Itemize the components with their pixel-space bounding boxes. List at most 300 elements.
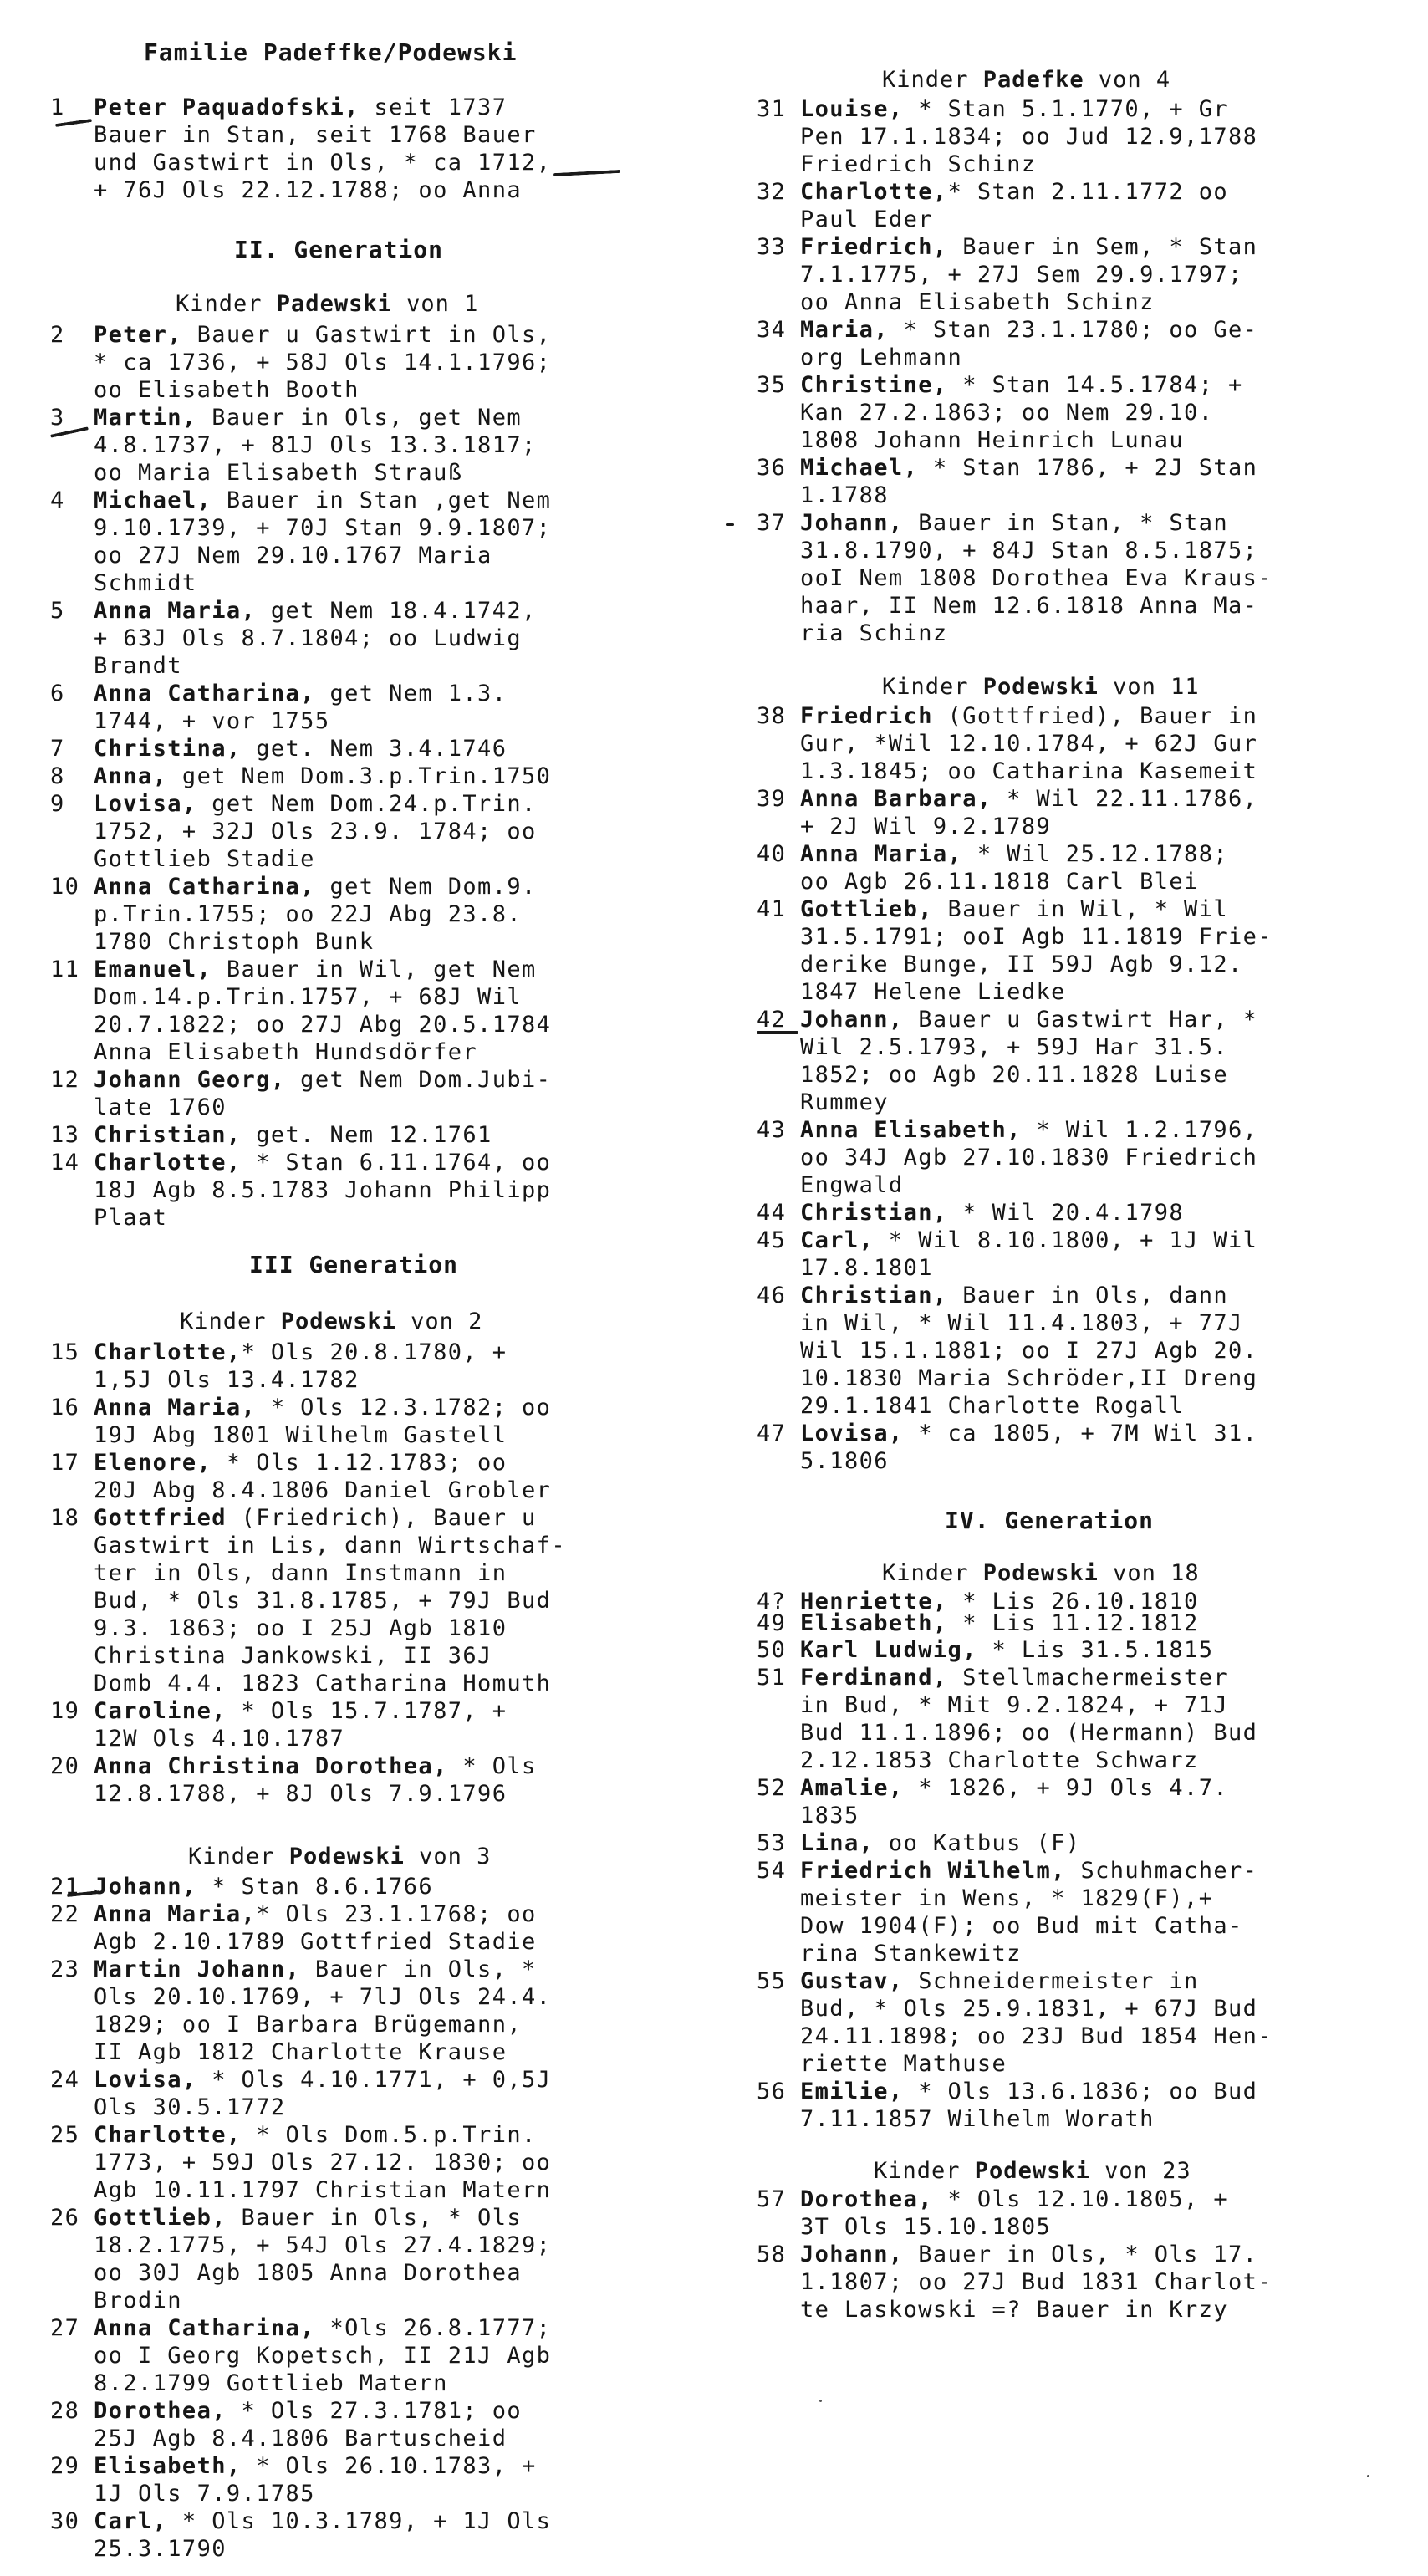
entry-text <box>94 2204 551 2314</box>
entry-text <box>800 840 1228 895</box>
entry-text <box>94 1121 492 1149</box>
entry-20 <box>50 1752 537 1808</box>
person-details: * Wil 8.10.1800, + 1J Wil 17.8.1801 <box>800 1227 1258 1281</box>
entry-number: 50 <box>757 1637 787 1663</box>
entry-50 <box>757 1636 1213 1664</box>
person-name: Martin Johann, <box>94 1956 301 1982</box>
person-details: * Wil 25.12.1788; oo Agb 26.11.1818 Carl Blei <box>800 841 1229 895</box>
entry-5 <box>50 597 537 680</box>
entry-text <box>800 233 1257 316</box>
person-details: * Stan 14.5.1784; + Kan 27.2.1863; oo Nem 29.10. 1808 Johann Heinrich Lunau <box>800 372 1243 453</box>
entry-text <box>800 1282 1257 1420</box>
entry-text <box>800 1857 1257 1967</box>
entry-number: 35 <box>757 372 787 398</box>
person-details: * Stan 6.11.1764, oo 18J Agb 8.5.1783 Johann Philipp Plaat <box>94 1150 552 1231</box>
entry-text <box>94 2121 551 2204</box>
person-details: * Ols Dom.5.p.Trin. 1773, + 59J Ols 27.12. 1830; oo Agb 10.11.1797 Christian Matern <box>94 2122 552 2203</box>
person-name: Charlotte, <box>94 2122 242 2148</box>
document-title: Familie Padeffke/Podewski <box>144 38 518 66</box>
group-family-name: Podewski <box>982 674 1099 700</box>
generation-4-heading: IV. Generation <box>945 1507 1155 1534</box>
person-details: * Stan 2.11.1772 oo Paul Eder <box>800 179 1229 232</box>
person-name: Anna Maria, <box>94 598 257 624</box>
person-details: * Ols 10.3.1789, + 1J Ols 25.3.1790 <box>94 2508 552 2562</box>
person-details: get Nem Dom.Jubi- late 1760 <box>94 1067 552 1120</box>
group-heading-suffix: von 18 <box>1098 1560 1200 1586</box>
entry-text <box>94 735 507 763</box>
entry-number: 4 <box>50 487 65 513</box>
person-details: get Nem Dom.24.p.Trin. 1752, + 32J Ols 23.9. 1784; oo Gottlieb Stadie <box>94 791 537 872</box>
person-name: Gottlieb, <box>94 2205 227 2231</box>
person-name: Dorothea, <box>94 2398 227 2424</box>
entry-number: 1 <box>50 94 65 120</box>
entry-text <box>800 1774 1228 1829</box>
entry-number: 41 <box>757 896 787 922</box>
person-name: Amalie, <box>800 1775 904 1801</box>
entry-44 <box>757 1199 1184 1227</box>
entry-56 <box>757 2078 1257 2133</box>
entry-37 <box>757 509 1272 647</box>
entry-number: 36 <box>757 455 787 481</box>
entry-number: 46 <box>757 1283 787 1308</box>
entry-21 <box>50 1873 433 1900</box>
entry-number: 33 <box>757 234 787 260</box>
entry-number: 4? <box>757 1589 787 1614</box>
entry-text <box>800 1609 1199 1637</box>
entry-34 <box>757 316 1257 371</box>
person-name: Ferdinand, <box>800 1665 948 1691</box>
entry-45 <box>757 1227 1257 1282</box>
group-heading-children-of-23 <box>874 2158 1191 2184</box>
entry-number: 24 <box>50 2067 80 2093</box>
person-details: * Stan 1786, + 2J Stan 1.1788 <box>800 455 1258 508</box>
person-name: Charlotte, <box>94 1339 242 1365</box>
entry-text <box>800 1636 1213 1664</box>
person-details: * Ols 12.3.1782; oo 19J Abg 1801 Wilhelm Gastell <box>94 1395 552 1448</box>
entry-number: 18 <box>50 1505 80 1531</box>
entry-text <box>94 1697 507 1752</box>
entry-number: 55 <box>757 1968 787 1994</box>
person-name: Christine, <box>800 372 948 398</box>
person-details: (Gottfried), Bauer in Gur, *Wil 12.10.1784, + 62J Gur 1.3.1845; oo Catharina Kasemeit <box>800 703 1258 784</box>
entry-number: 2 <box>50 322 65 348</box>
entry-16 <box>50 1394 551 1449</box>
person-details: * Wil 1.2.1796, oo 34J Agb 27.10.1830 Friedrich Engwald <box>800 1117 1258 1198</box>
group-family-name: Padewski <box>276 291 392 317</box>
entry-55 <box>757 1967 1272 2078</box>
entry-text <box>800 702 1257 785</box>
entry-text <box>94 94 551 204</box>
entry-number: 49 <box>757 1610 787 1636</box>
entry-number: 22 <box>50 1901 80 1927</box>
entry-2 <box>50 321 551 404</box>
entry-19 <box>50 1697 507 1752</box>
entry-41 <box>757 895 1272 1006</box>
entry-text <box>800 95 1257 178</box>
entry-number: 30 <box>50 2508 80 2534</box>
entry-49 <box>757 1609 1199 1637</box>
entry-number: 17 <box>50 1450 80 1476</box>
person-details: Bauer in Ols, * Ols 20.10.1769, + 7lJ Ols 24.4. 1829; oo I Barbara Brügemann, II Agb 1812 Charlotte Krause <box>94 1956 552 2065</box>
entry-25 <box>50 2121 551 2204</box>
entry-28 <box>50 2397 522 2452</box>
person-name: Johann, <box>800 510 904 536</box>
entry-text <box>94 1066 551 1121</box>
entry-text <box>94 597 537 680</box>
person-details: * Ols 12.10.1805, + 3T Ols 15.10.1805 <box>800 2186 1229 2240</box>
person-name: Anna Christina Dorothea, <box>94 1753 448 1779</box>
person-name: Charlotte, <box>800 179 948 205</box>
entry-text <box>94 2397 522 2452</box>
group-heading-prefix: Kinder <box>882 674 983 700</box>
group-heading-prefix: Kinder <box>176 291 277 317</box>
person-details: seit 1737 Bauer in Stan, seit 1768 Bauer und Gastwirt in Ols, * ca 1712, + 76J Ols 22.12.1788; oo Anna <box>94 94 552 203</box>
entry-31 <box>757 95 1257 178</box>
entry-text <box>94 956 551 1066</box>
entry-number: 42 <box>757 1007 787 1033</box>
person-name: Henriette, <box>800 1589 948 1614</box>
person-details: Bauer in Stan ,get Nem 9.10.1739, + 70J Stan 9.9.1807; oo 27J Nem 29.10.1767 Maria Schmidt <box>94 487 552 596</box>
person-name: Anna, <box>94 763 168 789</box>
person-details: * Ols 20.8.1780, + 1,5J Ols 13.4.1782 <box>94 1339 507 1393</box>
person-name: Carl, <box>800 1227 875 1253</box>
group-family-name: Podewski <box>280 1308 396 1334</box>
entry-53 <box>757 1829 1080 1857</box>
person-name: Lovisa, <box>94 2067 197 2093</box>
entry-3 <box>50 404 537 487</box>
person-details: * Stan 23.1.1780; oo Ge- org Lehmann <box>800 317 1258 370</box>
person-name: Michael, <box>94 487 212 513</box>
entry-22 <box>50 1900 537 1956</box>
person-name: Elisabeth, <box>94 2453 242 2479</box>
entry-18 <box>50 1504 566 1697</box>
entry-number: 5 <box>50 598 65 624</box>
entry-text <box>94 487 551 597</box>
group-heading-prefix: Kinder <box>188 1844 289 1870</box>
group-heading-suffix: von 11 <box>1098 674 1200 700</box>
person-details: * Stan 5.1.1770, + Gr Pen 17.1.1834; oo Jud 12.9,1788 Friedrich Schinz <box>800 96 1258 177</box>
entry-text <box>94 2507 551 2563</box>
entry-1 <box>50 94 551 204</box>
person-name: Elisabeth, <box>800 1610 948 1636</box>
entry-38 <box>757 702 1257 785</box>
group-heading-suffix: von 2 <box>395 1308 483 1334</box>
person-details: Bauer in Wil, get Nem Dom.14.p.Trin.1757, + 68J Wil 20.7.1822; oo 27J Abg 20.5.1784 Anna Elisabeth Hundsdörfer <box>94 956 552 1065</box>
entry-text <box>94 1900 537 1956</box>
entry-11 <box>50 956 551 1066</box>
person-name: Caroline, <box>94 1698 227 1724</box>
pen-dash-entry-37 <box>726 523 734 526</box>
person-details: * Lis 26.10.1810 <box>947 1589 1199 1614</box>
person-details: get. Nem 3.4.1746 <box>241 736 507 762</box>
person-name: Emilie, <box>800 2079 904 2104</box>
entry-42 <box>757 1006 1257 1116</box>
person-name: Lina, <box>800 1830 875 1856</box>
group-family-name: Podewski <box>982 1560 1099 1586</box>
entry-17 <box>50 1449 551 1504</box>
entry-number: 39 <box>757 786 787 812</box>
group-heading-suffix: von 1 <box>391 291 479 317</box>
person-details: * Wil 20.4.1798 <box>947 1200 1185 1226</box>
entry-number: 25 <box>50 2122 80 2148</box>
entry-number: 37 <box>757 510 787 536</box>
person-name: Anna Elisabeth, <box>800 1117 1022 1143</box>
person-details: get Nem Dom.9. p.Trin.1755; oo 22J Abg 23.8. 1780 Christoph Bunk <box>94 874 537 955</box>
entry-15 <box>50 1339 507 1394</box>
person-details: (Friedrich), Bauer u Gastwirt in Lis, dann Wirtschaf- ter in Ols, dann Instmann in Bud, * Ols 31.8.1785, + 79J Bud 9.3. 1863; oo I 25J Agb 1810 Christina Jankowski, II 36J Domb 4.4. 1823 Catharina Homuth <box>94 1505 566 1696</box>
person-name: Anna Maria, <box>94 1395 257 1421</box>
person-name: Gottlieb, <box>800 896 933 922</box>
entry-number: 53 <box>757 1830 787 1856</box>
entry-text <box>94 1873 433 1900</box>
person-details: Bauer in Ols, get Nem 4.8.1737, + 81J Ols 13.3.1817; oo Maria Elisabeth Strauß <box>94 405 537 486</box>
group-heading-children-of-11 <box>882 674 1200 700</box>
entry-text <box>94 763 551 790</box>
entry-51 <box>757 1664 1257 1774</box>
person-details: * Lis 11.12.1812 <box>947 1610 1199 1636</box>
person-details: oo Katbus (F) <box>874 1830 1081 1856</box>
entry-text <box>94 1339 507 1394</box>
person-name: Maria, <box>800 317 889 343</box>
group-heading-children-of-1 <box>176 291 478 317</box>
entry-number: 34 <box>757 317 787 343</box>
person-details: * ca 1805, + 7M Wil 31. 5.1806 <box>800 1421 1258 1474</box>
entry-13 <box>50 1121 492 1149</box>
person-details: * Ols 26.10.1783, + 1J Ols 7.9.1785 <box>94 2453 537 2507</box>
group-heading-children-of-2 <box>180 1308 482 1334</box>
entry-number: 11 <box>50 956 80 982</box>
generation-2-heading: II. Generation <box>234 236 444 263</box>
entry-number: 14 <box>50 1150 80 1176</box>
entry-text <box>94 2314 551 2397</box>
person-details: * Ols 1.12.1783; oo 20J Abg 8.4.1806 Daniel Grobler <box>94 1450 552 1503</box>
entry-27 <box>50 2314 551 2397</box>
person-name: Christian, <box>94 1122 242 1148</box>
entry-8 <box>50 763 551 790</box>
person-name: Lovisa, <box>94 791 197 817</box>
entry-text <box>94 680 507 735</box>
entry-number: 10 <box>50 874 80 900</box>
person-details: Schneidermeister in Bud, * Ols 25.9.1831, + 67J Bud 24.11.1898; oo 23J Bud 1854 Hen- riette Mathuse <box>800 1968 1272 2077</box>
entry-number: 28 <box>50 2398 80 2424</box>
entry-43 <box>757 1116 1257 1199</box>
entry-text <box>94 2066 551 2121</box>
entry-text <box>800 454 1257 509</box>
entry-text <box>94 1449 551 1504</box>
entry-text <box>800 1967 1272 2078</box>
entry-text <box>800 509 1272 647</box>
entry-text <box>94 873 537 956</box>
group-heading-children-of-4 <box>882 67 1170 93</box>
entry-text <box>800 1116 1257 1199</box>
entry-number: 21 <box>50 1874 80 1900</box>
person-name: Lovisa, <box>800 1421 904 1446</box>
entry-number: 43 <box>757 1117 787 1143</box>
entry-23 <box>50 1956 551 2066</box>
person-name: Anna Catharina, <box>94 2315 315 2341</box>
generation-3-heading: III Generation <box>249 1251 459 1278</box>
person-details: get Nem 18.4.1742, + 63J Ols 8.7.1804; oo Ludwig Brandt <box>94 598 537 679</box>
entry-7 <box>50 735 507 763</box>
group-heading-prefix: Kinder <box>180 1308 281 1334</box>
person-name: Peter Paquadofski, <box>94 94 360 120</box>
person-details: Bauer u Gastwirt in Ols, * ca 1736, + 58J Ols 14.1.1796; oo Elisabeth Booth <box>94 322 552 403</box>
pen-underline-birth-year <box>553 170 620 176</box>
entry-text <box>800 1829 1080 1857</box>
person-details: * Wil 22.11.1786, + 2J Wil 9.2.1789 <box>800 786 1258 839</box>
group-heading-prefix: Kinder <box>874 2158 975 2184</box>
entry-29 <box>50 2452 537 2507</box>
person-details: Bauer in Ols, dann in Wil, * Wil 11.4.1803, + 77J Wil 15.1.1881; oo I 27J Agb 20. 10.1830 Maria Schröder,II Dreng 29.1.1841 Charlotte Rogall <box>800 1283 1258 1419</box>
entry-number: 27 <box>50 2315 80 2341</box>
person-name: Gustav, <box>800 1968 904 1994</box>
person-name: Martin, <box>94 405 197 431</box>
group-heading-children-of-3 <box>188 1844 491 1870</box>
entry-text <box>800 2241 1272 2324</box>
entry-9 <box>50 790 537 873</box>
group-family-name: Padefke <box>982 67 1084 93</box>
entry-number: 45 <box>757 1227 787 1253</box>
entry-number: 56 <box>757 2079 787 2104</box>
entry-text <box>800 785 1257 840</box>
entry-33 <box>757 233 1257 316</box>
person-details: Bauer in Ols, * Ols 17. 1.1807; oo 27J Bud 1831 Charlot- te Laskowski =? Bauer in Krzy <box>800 2242 1272 2323</box>
entry-text <box>94 1752 537 1808</box>
entry-number: 31 <box>757 96 787 122</box>
entry-text <box>800 1420 1257 1475</box>
person-name: Michael, <box>800 455 919 481</box>
person-name: Anna Maria, <box>94 1901 257 1927</box>
entry-text <box>94 321 551 404</box>
person-details: * Ols 4.10.1771, + 0,5J Ols 30.5.1772 <box>94 2067 552 2120</box>
person-name: Friedrich <box>800 703 933 729</box>
group-heading-suffix: von 3 <box>404 1844 492 1870</box>
entry-35 <box>757 371 1243 454</box>
person-name: Christian, <box>800 1200 948 1226</box>
person-name: Peter, <box>94 322 182 348</box>
entry-number: 9 <box>50 791 65 817</box>
person-details: * Ols 23.1.1768; oo Agb 2.10.1789 Gottfried Stadie <box>94 1901 537 1955</box>
entry-number: 29 <box>50 2453 80 2479</box>
entry-number: 47 <box>757 1421 787 1446</box>
person-name: Christina, <box>94 736 242 762</box>
person-name: Anna Barbara, <box>800 786 992 812</box>
entry-4 <box>50 487 551 597</box>
person-details: * Ols 13.6.1836; oo Bud 7.11.1857 Wilhelm Worath <box>800 2079 1258 2132</box>
entry-number: 54 <box>757 1858 787 1884</box>
person-name: Carl, <box>94 2508 168 2534</box>
entry-number: 6 <box>50 681 65 706</box>
entry-10 <box>50 873 537 956</box>
person-details: * Lis 31.5.1815 <box>977 1637 1214 1663</box>
person-details: Bauer in Stan, * Stan 31.8.1790, + 84J Stan 8.5.1875; ooI Nem 1808 Dorothea Eva Kraus- haar, II Nem 12.6.1818 Anna Ma- ria Schinz <box>800 510 1272 646</box>
entry-57 <box>757 2186 1228 2241</box>
person-details: * Ols 15.7.1787, + 12W Ols 4.10.1787 <box>94 1698 507 1752</box>
entry-text <box>94 1956 551 2066</box>
entry-52 <box>757 1774 1228 1829</box>
entry-number: 23 <box>50 1956 80 1982</box>
person-name: Anna Catharina, <box>94 681 315 706</box>
entry-number: 52 <box>757 1775 787 1801</box>
entry-text <box>800 1664 1257 1774</box>
person-name: Johann, <box>94 1874 197 1900</box>
entry-6 <box>50 680 507 735</box>
entry-number: 32 <box>757 179 787 205</box>
entry-text <box>94 1394 551 1449</box>
person-details: Bauer in Wil, * Wil 31.5.1791; ooI Agb 11.1819 Frie- derike Bunge, II 59J Agb 9.12. 1847 Helene Liedke <box>800 896 1272 1005</box>
entry-text <box>800 2078 1257 2133</box>
person-name: Christian, <box>800 1283 948 1308</box>
group-heading-prefix: Kinder <box>882 1560 983 1586</box>
entry-54 <box>757 1857 1257 1967</box>
entry-39 <box>757 785 1257 840</box>
entry-number: 58 <box>757 2242 787 2267</box>
pen-mark-entry-42 <box>757 1031 798 1034</box>
group-heading-suffix: von 4 <box>1084 67 1171 93</box>
person-name: Gottfried <box>94 1505 227 1531</box>
entry-number: 51 <box>757 1665 787 1691</box>
entry-number: 44 <box>757 1200 787 1226</box>
person-details: *Ols 26.8.1777; oo I Georg Kopetsch, II 21J Agb 8.2.1799 Gottlieb Matern <box>94 2315 552 2396</box>
person-name: Johann Georg, <box>94 1067 286 1093</box>
person-name: Charlotte, <box>94 1150 242 1176</box>
entry-number: 7 <box>50 736 65 762</box>
entry-number: 16 <box>50 1395 80 1421</box>
entry-14 <box>50 1149 551 1232</box>
person-name: Friedrich Wilhelm, <box>800 1858 1066 1884</box>
person-name: Dorothea, <box>800 2186 933 2212</box>
entry-text <box>94 2452 537 2507</box>
person-name: Karl Ludwig, <box>800 1637 977 1663</box>
person-details: Bauer u Gastwirt Har, * Wil 2.5.1793, + 59J Har 31.5. 1852; oo Agb 20.11.1828 Luise Rummey <box>800 1007 1258 1115</box>
entry-number: 15 <box>50 1339 80 1365</box>
person-details: Bauer in Ols, * Ols 18.2.1775, + 54J Ols 27.4.1829; oo 30J Agb 1805 Anna Dorothea Brodin <box>94 2205 552 2313</box>
entry-36 <box>757 454 1257 509</box>
person-details: * Stan 8.6.1766 <box>196 1874 434 1900</box>
entry-30 <box>50 2507 551 2563</box>
person-name: Elenore, <box>94 1450 212 1476</box>
entry-number: 3 <box>50 405 65 431</box>
entry-number: 8 <box>50 763 65 789</box>
entry-text <box>94 790 537 873</box>
entry-number: 38 <box>757 703 787 729</box>
entry-text <box>94 1504 566 1697</box>
group-heading-suffix: von 23 <box>1089 2158 1191 2184</box>
entry-58 <box>757 2241 1272 2324</box>
entry-text <box>800 178 1228 233</box>
entry-text <box>800 371 1243 454</box>
entry-32 <box>757 178 1228 233</box>
person-name: Anna Catharina, <box>94 874 315 900</box>
entry-40 <box>757 840 1228 895</box>
group-heading-children-of-18 <box>882 1560 1200 1586</box>
person-details: get Nem Dom.3.p.Trin.1750 <box>167 763 552 789</box>
entry-number: 57 <box>757 2186 787 2212</box>
person-details: get Nem 1.3. 1744, + vor 1755 <box>94 681 507 734</box>
scan-speck <box>1367 2475 1369 2477</box>
person-name: Johann, <box>800 1007 904 1033</box>
entry-text <box>800 316 1257 371</box>
entry-number: 13 <box>50 1122 80 1148</box>
entry-number: 40 <box>757 841 787 867</box>
person-details: * Ols 12.8.1788, + 8J Ols 7.9.1796 <box>94 1753 537 1807</box>
entry-number: 12 <box>50 1067 80 1093</box>
group-family-name: Podewski <box>974 2158 1090 2184</box>
entry-text <box>94 1149 551 1232</box>
person-details: Bauer in Sem, * Stan 7.1.1775, + 27J Sem 29.9.1797; oo Anna Elisabeth Schinz <box>800 234 1258 315</box>
person-name: Friedrich, <box>800 234 948 260</box>
entry-46 <box>757 1282 1257 1420</box>
